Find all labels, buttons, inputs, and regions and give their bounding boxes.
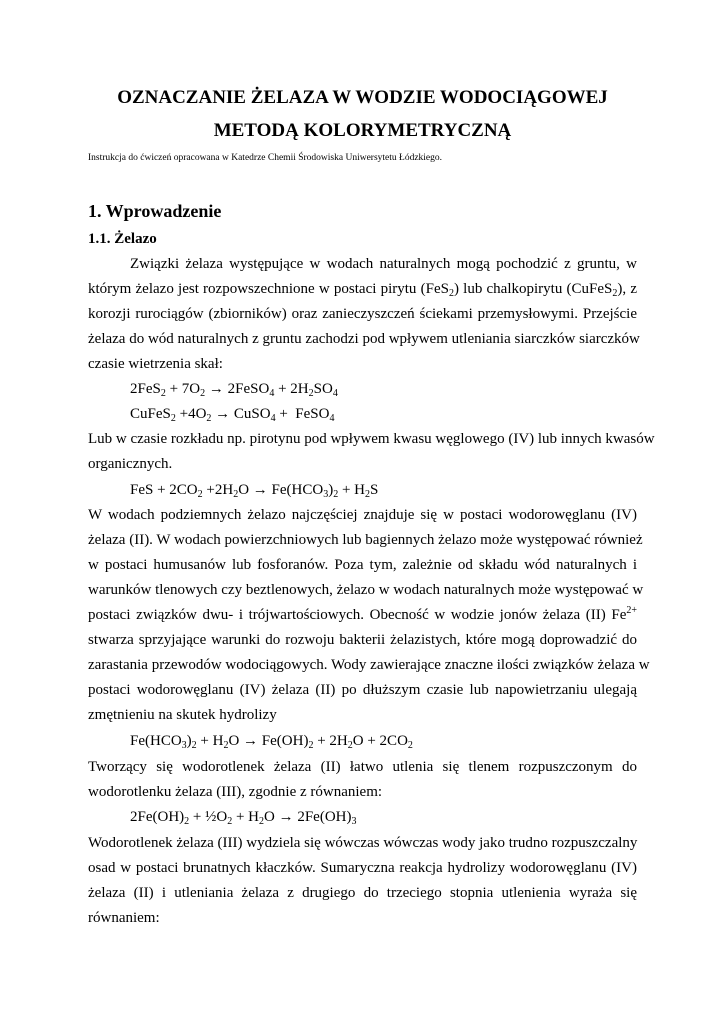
eq-part: → CuSO [211, 406, 271, 422]
eq-part: O + 2CO [352, 733, 408, 749]
subscript: 2 [197, 489, 203, 500]
subscript: 2 [347, 740, 353, 751]
paragraph-line: organicznych. [88, 456, 173, 472]
subscript: 2 [333, 489, 339, 500]
eq-part: ) [186, 733, 192, 749]
text-span: ), z [617, 281, 637, 297]
paragraph-line: czasie wietrzenia skał: [88, 356, 223, 372]
superscript: 2+ [626, 605, 637, 616]
chemical-equation [130, 480, 378, 500]
text-span: postaci związków dwu- i trójwartościowych. Obecność w wodzie jonów żelaza (II) Fe [88, 607, 627, 623]
eq-part: + H [338, 482, 365, 498]
eq-part: CuFeS [130, 406, 171, 422]
eq-part: + FeSO [275, 406, 330, 422]
paragraph-line: zmętnieniu na skutek hydrolizy [88, 707, 277, 723]
subscript: 2 [200, 388, 206, 399]
subscript: 2 [227, 816, 233, 827]
paragraph-line [88, 279, 637, 299]
text-span: ) lub chalkopirytu (CuFeS [453, 281, 613, 297]
eq-part: + 2H [274, 381, 309, 397]
paragraph-line: Wodorotlenek żelaza (III) wydziela się wówczas wówczas wody jako trudno rozpuszczalny [88, 835, 638, 851]
subscript: 3 [323, 489, 329, 500]
subscript: 2 [308, 740, 314, 751]
subscript: 2 [206, 413, 212, 424]
eq-part: + ½O [189, 809, 228, 825]
subscript: 2 [233, 489, 239, 500]
subscript: 2 [448, 288, 454, 299]
paragraph-line: żelaza (II) i utleniania żelaza z drugiego do trzeciego stopnia utlenienia wyraża się [88, 885, 637, 901]
subsection-heading: 1.1. Żelazo [88, 231, 157, 247]
eq-part: O → 2Fe(OH) [264, 809, 352, 825]
subscript: 3 [181, 740, 187, 751]
paragraph-line [88, 605, 637, 625]
subscript: 4 [332, 388, 338, 399]
paragraph-line: korozji rurociągów (zbiorników) oraz zanieczyszczeń ściekami przemysłowymi. Przejście [88, 306, 637, 322]
chemical-equation [130, 807, 357, 827]
eq-part: O → Fe(HCO [238, 482, 324, 498]
eq-part: SO [313, 381, 333, 397]
subscript: 4 [329, 413, 335, 424]
paragraph-line: żelaza (II). W wodach powierzchniowych lub bagiennych żelazo może występować również [88, 532, 643, 548]
subscript: 2 [612, 288, 618, 299]
paragraph-line: warunków tlenowych czy beztlenowych, żelazo w wodach naturalnych może występować w [88, 582, 644, 598]
subscript: 2 [223, 740, 229, 751]
subscript: 2 [184, 816, 190, 827]
eq-part: + H [196, 733, 224, 749]
paragraph-line: w postaci humusanów lub fosforanów. Poza tym, zależnie od składu wód naturalnych i [88, 557, 637, 573]
paragraph-line: Związki żelaza występujące w wodach naturalnych mogą pochodzić z gruntu, w [130, 256, 637, 272]
chemical-equation [130, 731, 413, 751]
subscript: 4 [269, 388, 275, 399]
chemical-equation [130, 379, 338, 399]
document-title-line-1: OZNACZANIE ŻELAZA W WODZIE WODOCIĄGOWEJ [117, 87, 608, 108]
section-heading: 1. Wprowadzenie [88, 201, 222, 221]
chemical-equation [130, 404, 334, 424]
paragraph-line: stwarza sprzyjające warunki do rozwoju bakterii żelazistych, które mogą doprowadzić do [88, 632, 637, 648]
eq-part: O → Fe(OH) [228, 733, 309, 749]
subscript: 2 [170, 413, 176, 424]
eq-part: S [369, 482, 379, 498]
eq-part: → 2FeSO [205, 381, 270, 397]
eq-part: ) [328, 482, 334, 498]
subscript: 2 [160, 388, 166, 399]
paragraph-line: Tworzący się wodorotlenek żelaza (II) łatwo utlenia się tlenem rozpuszczonym do [88, 759, 637, 775]
paragraph-line: równaniem: [88, 910, 160, 926]
eq-part: +2H [202, 482, 234, 498]
paragraph-line: zarastania przewodów wodociągowych. Wody zawierające znaczne ilości związków żelaza w [88, 657, 650, 673]
document-title-line-2: METODĄ KOLORYMETRYCZNĄ [213, 120, 512, 141]
eq-part: +4O [175, 406, 207, 422]
eq-part: FeS + 2CO [130, 482, 198, 498]
paragraph-line: W wodach podziemnych żelazo najczęściej znajduje się w postaci wodorowęglanu (IV) [88, 507, 637, 523]
eq-part: + 2H [313, 733, 348, 749]
paragraph-line: żelaza do wód naturalnych z gruntu zachodzi pod wpływem utleniania siarczków siarczków [88, 331, 640, 347]
subscript: 2 [364, 489, 370, 500]
paragraph-line: postaci wodorowęglanu (IV) żelaza (II) po dłuższym czasie lub napowietrzaniu ulegają [88, 682, 637, 698]
paragraph-line: wodorotlenku żelaza (III), zgodnie z równaniem: [88, 784, 383, 800]
subscript: 2 [191, 740, 197, 751]
instruction-note: Instrukcja do ćwiczeń opracowana w Katedrze Chemii Środowiska Uniwersytetu Łódzkiego. [88, 153, 443, 163]
subscript: 2 [308, 388, 314, 399]
eq-part: 2Fe(OH) [130, 809, 185, 825]
eq-part: + 7O [165, 381, 201, 397]
subscript: 4 [270, 413, 276, 424]
paragraph-line: Lub w czasie rozkładu np. pirotynu pod wpływem kwasu węglowego (IV) lub innych kwasów [88, 431, 655, 447]
text-span: którym żelazo jest rozpowszechnione w postaci pirytu (FeS [88, 281, 449, 297]
paragraph-line: osad w postaci brunatnych kłaczków. Sumaryczna reakcja hydrolizy wodorowęglanu (IV) [88, 860, 637, 876]
subscript: 2 [259, 816, 264, 827]
eq-part: + H [232, 809, 259, 825]
eq-part: 2FeS [130, 381, 161, 397]
eq-part: Fe(HCO [130, 733, 182, 749]
subscript: 3 [351, 816, 357, 827]
subscript: 2 [407, 740, 413, 751]
